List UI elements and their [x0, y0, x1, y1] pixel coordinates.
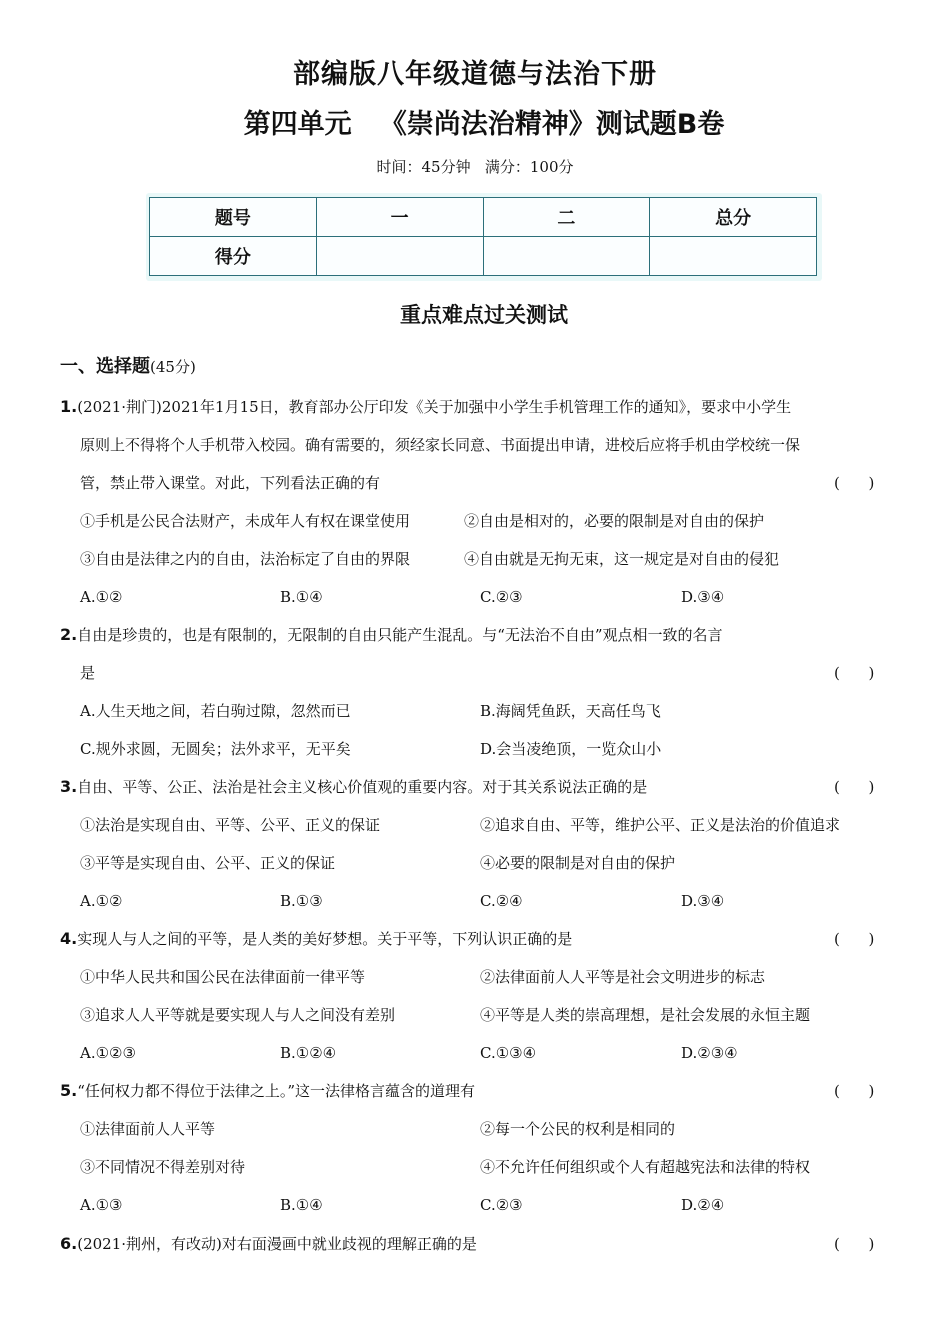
statement-item: ③平等是实现自由、公平、正义的保证: [80, 854, 336, 872]
question-number: 4.: [60, 929, 78, 948]
option-b[interactable]: B.①④: [280, 1196, 323, 1214]
option-a[interactable]: A.①③: [80, 1196, 123, 1214]
score-cell-total[interactable]: [650, 237, 817, 276]
answer-paren[interactable]: ( ): [834, 474, 875, 492]
statement-item: ②法律面前人人平等是社会文明进步的标志: [480, 968, 766, 986]
option-d[interactable]: D.②④: [681, 1196, 725, 1214]
document-title: 部编版八年级道德与法治下册: [293, 59, 657, 90]
answer-paren[interactable]: ( ): [834, 664, 875, 682]
score-cell-part1[interactable]: [316, 237, 483, 276]
question-number: 6.: [60, 1234, 78, 1253]
question-number: 5.: [60, 1081, 78, 1100]
question-number: 3.: [60, 777, 78, 796]
question-number: 1.: [60, 397, 78, 416]
option-d[interactable]: D.②③④: [681, 1044, 738, 1062]
option-d[interactable]: D.③④: [681, 588, 725, 606]
score-table-container: [146, 193, 822, 281]
answer-paren[interactable]: ( ): [834, 1082, 875, 1100]
option-c[interactable]: C.规外求圆，无圆矣；法外求平，无平矣: [80, 740, 351, 758]
option-c[interactable]: C.②④: [480, 892, 523, 910]
question-1-line-2: 原则上不得将个人手机带入校园。确有需要的，须经家长同意、书面提出申请，进校后应将手机由学校统一保: [80, 436, 801, 454]
exam-meta: 时间：45分钟 满分：100分: [376, 158, 574, 176]
statement-item: ③追求人人平等就是要实现人与人之间没有差别: [80, 1006, 396, 1024]
option-b[interactable]: B.①④: [280, 588, 323, 606]
option-c[interactable]: C.②③: [480, 588, 523, 606]
question-2-line-2: 是: [80, 664, 96, 682]
statement-item: ③自由是法律之内的自由，法治标定了自由的界限: [80, 550, 411, 568]
score-table-row: [150, 237, 817, 276]
option-d[interactable]: D.会当凌绝顶，一览众山小: [480, 740, 662, 758]
statement-item: ④不允许任何组织或个人有超越宪法和法律的特权: [480, 1158, 811, 1176]
question-4-line-1: 4.实现人与人之间的平等，是人类的美好梦想。关于平等，下列认识正确的是: [60, 929, 573, 948]
statement-item: ①法治是实现自由、平等、公平、正义的保证: [80, 816, 381, 834]
option-b[interactable]: B.海阔凭鱼跃，天高任鸟飞: [480, 702, 661, 720]
option-c[interactable]: C.②③: [480, 1196, 523, 1214]
part-title: [60, 352, 196, 378]
statement-item: ④自由就是无拘无束，这一规定是对自由的侵犯: [464, 550, 780, 568]
option-a[interactable]: A.①②: [80, 588, 123, 606]
score-table: [149, 197, 817, 276]
score-row-label: 得分: [150, 237, 317, 276]
question-5-line-1: 5.“任何权力都不得位于法律之上。”这一法律格言蕴含的道理有: [60, 1081, 476, 1100]
question-2-line-1: 2.自由是珍贵的，也是有限制的，无限制的自由只能产生混乱。与“无法治不自由”观点相一致的名言: [60, 625, 723, 644]
score-table-header-row: [150, 198, 817, 237]
question-1-line-3: 管，禁止带入课堂。对此，下列看法正确的有: [80, 474, 381, 492]
option-c[interactable]: C.①③④: [480, 1044, 537, 1062]
option-d[interactable]: D.③④: [681, 892, 725, 910]
question-1-line-1: 1.(2021·荆门)2021年1月15日，教育部办公厅印发《关于加强中小学生手机管理工作的通知》，要求中小学生: [60, 397, 792, 416]
section-title: 重点难点过关测试: [400, 303, 568, 327]
option-a[interactable]: A.①②: [80, 892, 123, 910]
statement-item: ④必要的限制是对自由的保护: [480, 854, 676, 872]
statement-item: ①法律面前人人平等: [80, 1120, 216, 1138]
option-b[interactable]: B.①③: [280, 892, 323, 910]
part-title-label: 一、选择题: [60, 356, 150, 377]
option-b[interactable]: B.①②④: [280, 1044, 337, 1062]
score-header-cell: 一: [316, 198, 483, 237]
question-number: 2.: [60, 625, 78, 644]
answer-paren[interactable]: ( ): [834, 930, 875, 948]
part-points: (45分): [150, 358, 196, 376]
statement-item: ②每一个公民的权利是相同的: [480, 1120, 676, 1138]
statement-item: ②自由是相对的，必要的限制是对自由的保护: [464, 512, 765, 530]
question-3-line-1: 3.自由、平等、公正、法治是社会主义核心价值观的重要内容。对于其关系说法正确的是: [60, 777, 648, 796]
statement-item: ④平等是人类的崇高理想，是社会发展的永恒主题: [480, 1006, 811, 1024]
statement-item: ③不同情况不得差别对待: [80, 1158, 246, 1176]
document-subtitle: 第四单元 《崇尚法治精神》测试题B卷: [243, 109, 725, 140]
score-header-cell: 总分: [650, 198, 817, 237]
option-a[interactable]: A.人生天地之间，若白驹过隙，忽然而已: [80, 702, 351, 720]
statement-item: ①中华人民共和国公民在法律面前一律平等: [80, 968, 366, 986]
score-header-cell: 二: [483, 198, 650, 237]
question-6-line-1: 6.(2021·荆州，有改动)对右面漫画中就业歧视的理解正确的是: [60, 1234, 477, 1253]
answer-paren[interactable]: ( ): [834, 1235, 875, 1253]
answer-paren[interactable]: ( ): [834, 778, 875, 796]
score-cell-part2[interactable]: [483, 237, 650, 276]
score-header-cell: 题号: [150, 198, 317, 237]
statement-item: ①手机是公民合法财产，未成年人有权在课堂使用: [80, 512, 411, 530]
option-a[interactable]: A.①②③: [80, 1044, 136, 1062]
statement-item: ②追求自由、平等，维护公平、正义是法治的价值追求: [480, 816, 841, 834]
